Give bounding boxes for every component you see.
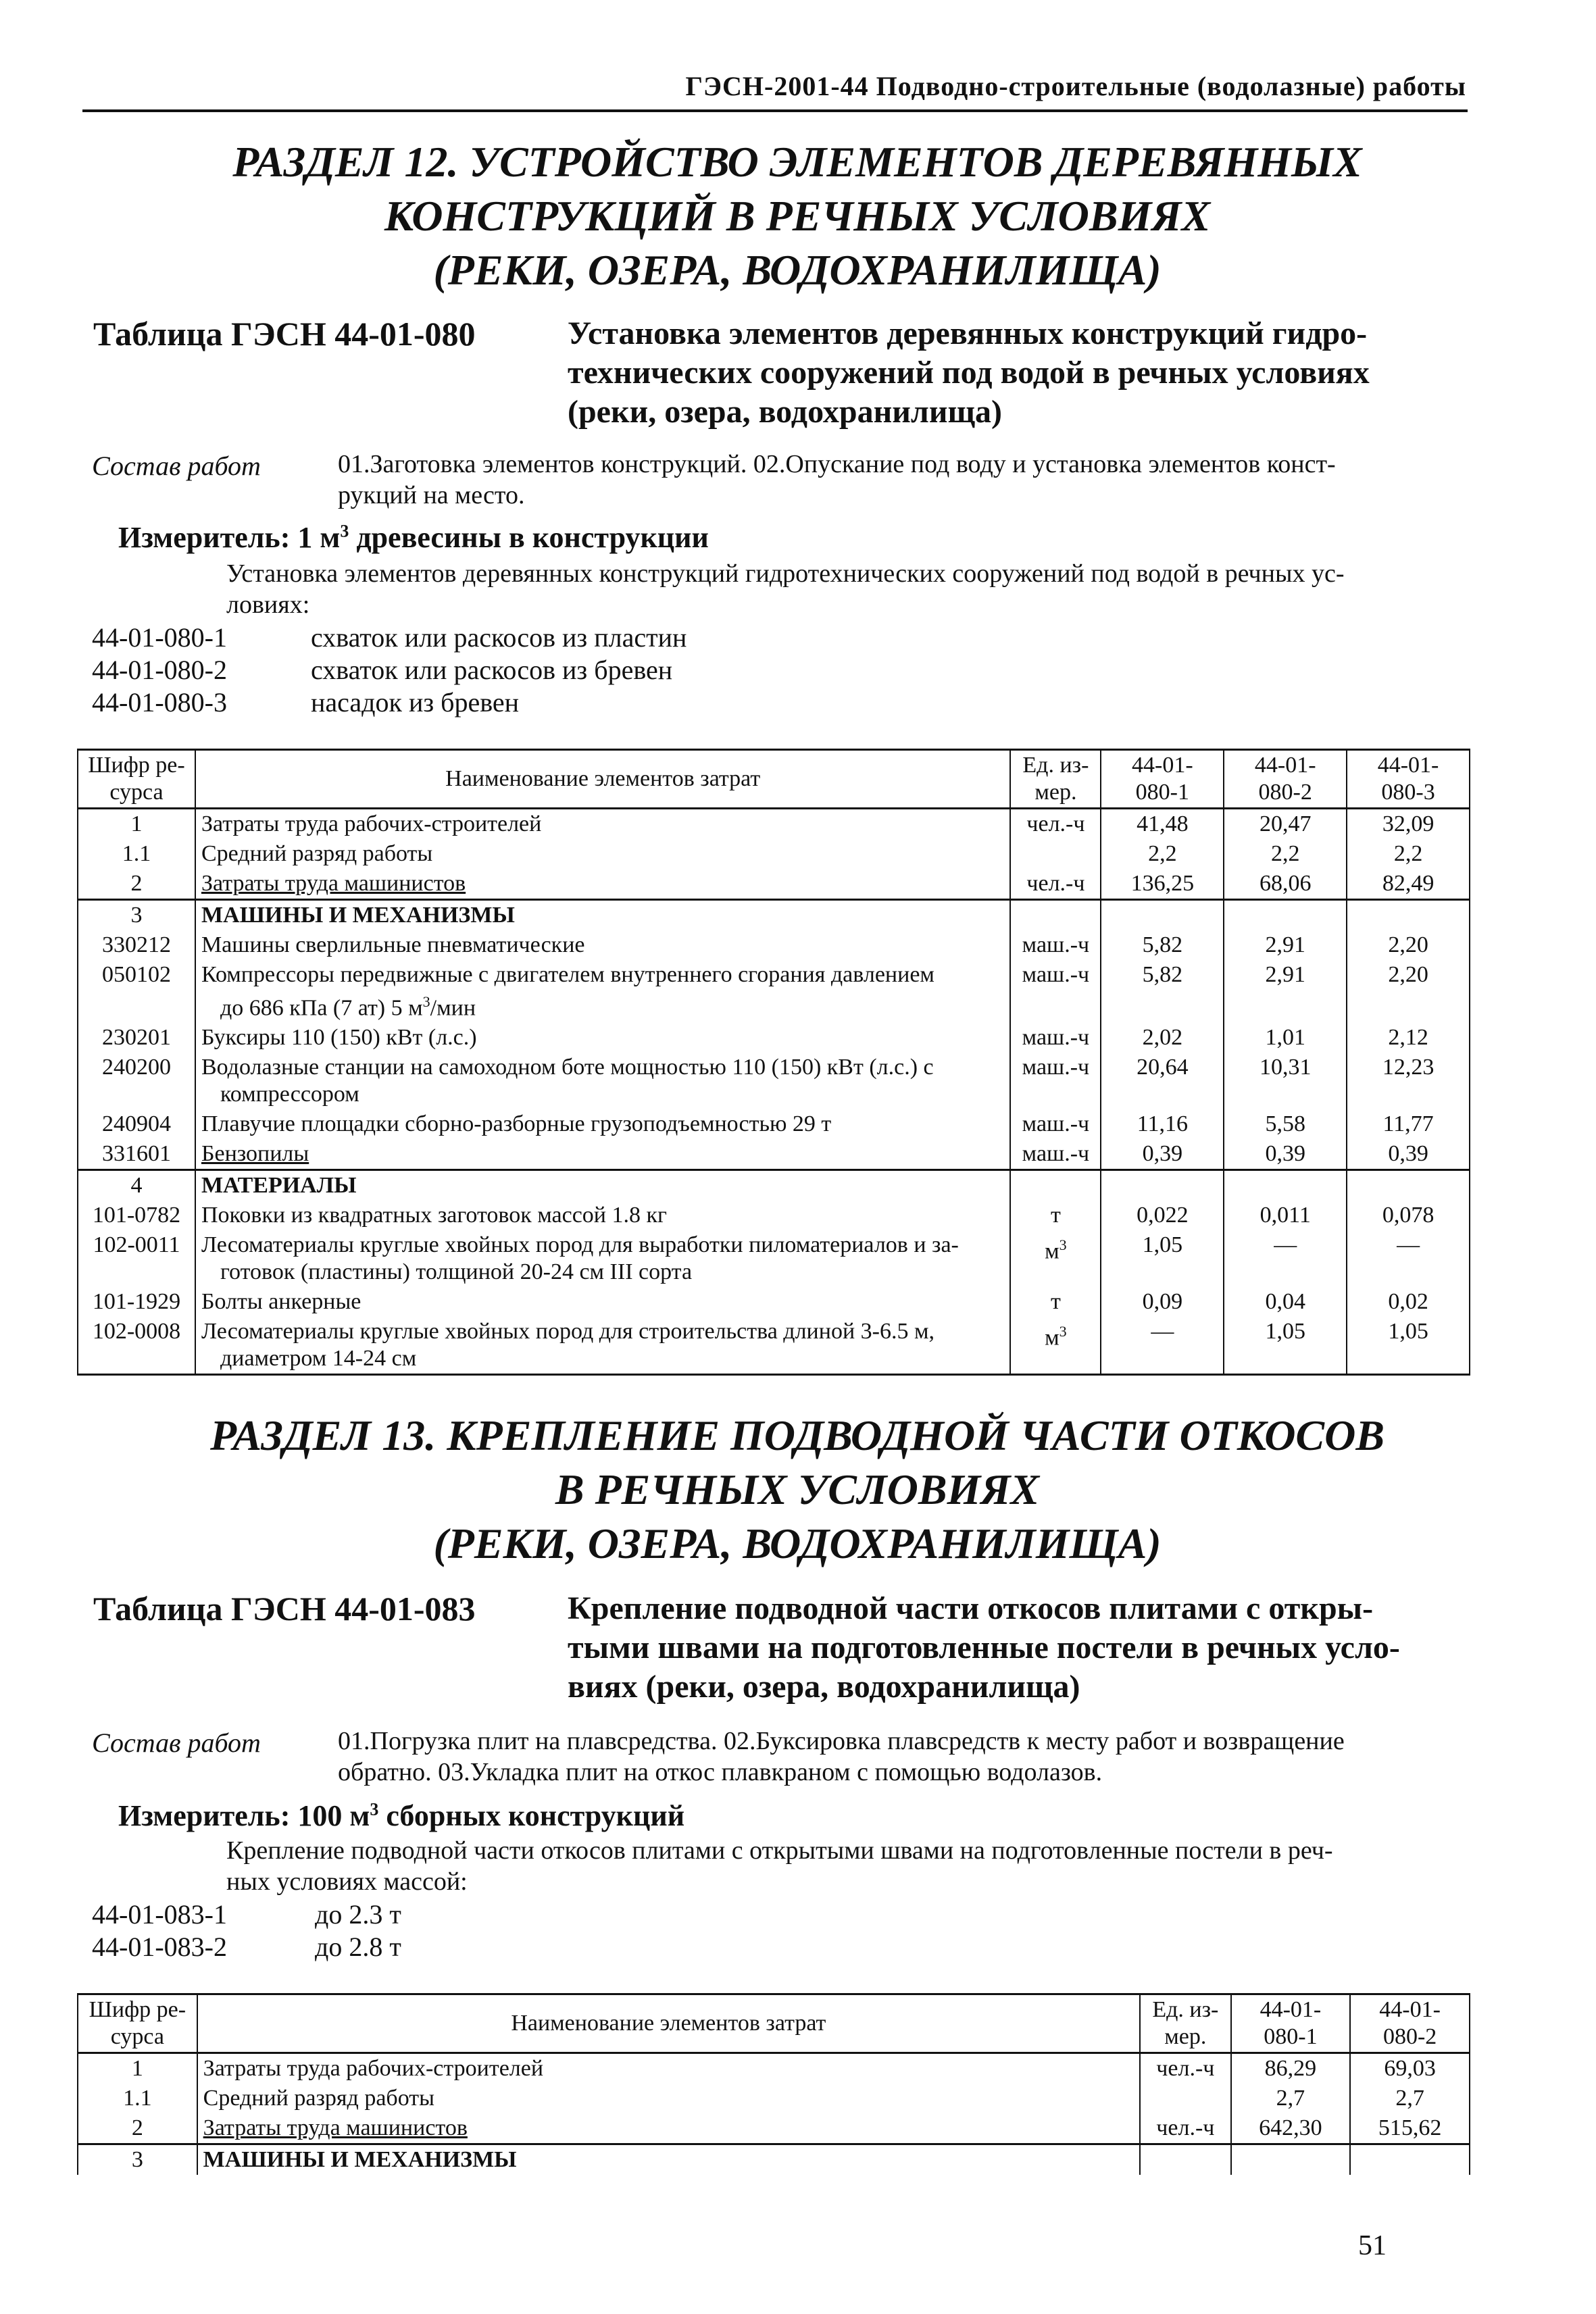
resource-code: 101-0782	[78, 1201, 195, 1230]
section-13-title-line: РАЗДЕЛ 13. КРЕПЛЕНИЕ ПОДВОДНОЙ ЧАСТИ ОТКОСОВ	[210, 1411, 1385, 1459]
header-code	[78, 750, 195, 809]
unit-of-measure: маш.-ч	[1010, 1139, 1101, 1170]
resource-code: 2	[78, 2113, 197, 2144]
cost-element-name-line: Буксиры 110 (150) кВт (л.с.)	[201, 1025, 477, 1051]
desc-line: (реки, озера, водохранилища)	[568, 394, 1002, 430]
header-name: Наименование элементов затрат	[195, 750, 1010, 809]
cost-element-name	[195, 1109, 1010, 1139]
header-col-line: 44-01-	[1379, 1997, 1441, 2022]
header-col-line: 080-2	[1258, 780, 1312, 805]
unit-of-measure: чел.-ч	[1010, 869, 1101, 900]
norm-value-3: 2,20	[1347, 960, 1470, 1023]
variant-name: до 2.8 т	[315, 1932, 401, 1962]
header-col-1	[1231, 1994, 1351, 2053]
cost-element-name	[195, 839, 1010, 869]
table-row	[78, 1109, 1470, 1139]
unit-of-measure: маш.-ч	[1010, 1023, 1101, 1053]
unit-of-measure: маш.-ч	[1010, 1053, 1101, 1109]
running-header: ГЭСН-2001-44 Подводно-строительные (водолазные) работы	[685, 71, 1466, 101]
variant-code: 44-01-080-1	[92, 622, 227, 653]
composition-line: 01.Погрузка плит на плавсредства. 02.Буксировка плавсредств к месту работ и возвращение	[338, 1727, 1345, 1755]
cost-element-name-line: Затраты труда машинистов	[203, 2115, 468, 2140]
table-083-description	[568, 1589, 1460, 1707]
desc-line: Установка элементов деревянных конструкций гидро-	[568, 316, 1368, 351]
unit-of-measure: т	[1010, 1287, 1101, 1317]
header-unit-line: Ед. из-	[1152, 1997, 1219, 2022]
cost-element-name-line: Затраты труда рабочих-строителей	[203, 2056, 544, 2081]
cost-element-name	[195, 1317, 1010, 1375]
section-12-title-line: РАЗДЕЛ 12. УСТРОЙСТВО ЭЛЕМЕНТОВ ДЕРЕВЯННЫХ	[232, 138, 1362, 186]
unit-of-measure: маш.-ч	[1010, 1109, 1101, 1139]
variant-name: схваток или раскосов из бревен	[311, 655, 673, 685]
norm-value-3: 0,078	[1347, 1201, 1470, 1230]
table-row	[78, 1201, 1470, 1230]
norm-value-1: 0,022	[1101, 1201, 1224, 1230]
norm-table-080	[77, 749, 1470, 1376]
table-row	[78, 1317, 1470, 1375]
variant-name: насадок из бревен	[311, 687, 520, 718]
cost-element-name	[195, 1023, 1010, 1053]
norm-value-3	[1347, 1170, 1470, 1201]
norm-value-1: 2,02	[1101, 1023, 1224, 1053]
header-col-1	[1101, 750, 1224, 809]
cost-element-name-line	[201, 988, 1004, 1022]
table-row	[78, 1230, 1470, 1287]
unit-prefix: м	[1045, 1325, 1059, 1351]
desc-line: виях (реки, озера, водохранилища)	[568, 1669, 1080, 1705]
meter-083	[118, 1799, 684, 1833]
variant-code: 44-01-083-2	[92, 1932, 227, 1962]
desc-line: Крепление подводной части откосов плитами с откры-	[568, 1590, 1374, 1626]
table-row	[78, 869, 1470, 900]
meter-suffix: древесины в конструкции	[349, 521, 709, 554]
norm-value-2	[1224, 1170, 1347, 1201]
norm-table-083	[77, 1993, 1470, 2175]
cost-element-name	[195, 900, 1010, 931]
cost-element-name-line: Водолазные станции на самоходном боте мощностью 110 (150) кВт (л.с.) с	[201, 1055, 934, 1080]
norm-value-2: 68,06	[1224, 869, 1347, 900]
meter-080	[118, 520, 709, 555]
norm-value-3: 0,02	[1347, 1287, 1470, 1317]
table-header-row	[78, 750, 1470, 809]
norm-value-3: 2,2	[1347, 839, 1470, 869]
section-12-title-line: КОНСТРУКЦИЙ В РЕЧНЫХ УСЛОВИЯХ	[384, 192, 1211, 240]
header-rule	[82, 109, 1468, 112]
cost-element-name	[195, 960, 1010, 1023]
table-row	[78, 930, 1470, 960]
cost-element-name-line: Затраты труда рабочих-строителей	[201, 811, 542, 836]
unit-of-measure: чел.-ч	[1010, 809, 1101, 840]
table-row	[78, 960, 1470, 1023]
unit-sup: 3	[1059, 1236, 1067, 1254]
composition-text	[338, 1726, 1460, 1788]
meter-sup: 3	[340, 521, 349, 541]
norm-value-1: 20,64	[1101, 1053, 1224, 1109]
variant-code: 44-01-080-3	[92, 687, 227, 718]
table-row	[78, 2084, 1470, 2113]
norm-value-2: 1,05	[1224, 1317, 1347, 1375]
unit-of-measure	[1140, 2144, 1231, 2175]
table-row	[78, 2053, 1470, 2084]
header-col-3	[1347, 750, 1470, 809]
table-row	[78, 1170, 1470, 1201]
variant-code: 44-01-083-1	[92, 1899, 227, 1930]
norm-value-3: 12,23	[1347, 1053, 1470, 1109]
resource-code: 050102	[78, 960, 195, 1023]
table-083-label: Таблица ГЭСН 44-01-083	[93, 1590, 476, 1628]
meter-sup: 3	[370, 1799, 379, 1819]
norm-value-1: 2,2	[1101, 839, 1224, 869]
cost-element-name	[195, 1201, 1010, 1230]
norm-value-1	[1231, 2144, 1351, 2175]
resource-code: 2	[78, 869, 195, 900]
header-col-line: 44-01-	[1254, 753, 1316, 778]
norm-value-1: —	[1101, 1317, 1224, 1375]
norm-value-1: 136,25	[1101, 869, 1224, 900]
intro-line: ловиях:	[226, 590, 310, 619]
cost-element-name-line: Машины сверлильные пневматические	[201, 932, 585, 957]
intro-080	[226, 558, 1456, 620]
table-row	[78, 2144, 1470, 2175]
resource-code: 101-1929	[78, 1287, 195, 1317]
norm-value-1: 5,82	[1101, 930, 1224, 960]
table-row	[78, 2113, 1470, 2144]
norm-value-2	[1224, 900, 1347, 931]
cost-element-name	[195, 809, 1010, 840]
header-name: Наименование элементов затрат	[197, 1994, 1140, 2053]
cost-element-name-line: Бензопилы	[201, 1141, 309, 1167]
intro-line: Установка элементов деревянных конструкций гидротехнических сооружений под водой в речных ус-	[226, 559, 1345, 588]
resource-code: 102-0011	[78, 1230, 195, 1287]
cost-element-name	[197, 2113, 1140, 2144]
resource-code: 240200	[78, 1053, 195, 1109]
name-suffix: /мин	[430, 995, 476, 1021]
cost-element-name-line: Лесоматериалы круглые хвойных пород для строительства длиной 3-6.5 м,	[201, 1319, 934, 1344]
header-code-line: сурса	[110, 2024, 164, 2049]
cost-element-name-line: Средний разряд работы	[203, 2086, 434, 2111]
cost-element-name	[197, 2084, 1140, 2113]
header-unit	[1140, 1994, 1231, 2053]
unit-of-measure	[1010, 900, 1101, 931]
cost-element-name-line: готовок (пластины) толщиной 20-24 см III сорта	[220, 1259, 693, 1285]
table-row	[78, 839, 1470, 869]
section-13-title-line: (РЕКИ, ОЗЕРА, ВОДОХРАНИЛИЩА)	[433, 1519, 1162, 1567]
table-row	[78, 1139, 1470, 1170]
meter-prefix: Измеритель: 100 м	[118, 1799, 370, 1832]
meter-suffix: сборных конструкций	[378, 1799, 685, 1832]
norm-value-2: 10,31	[1224, 1053, 1347, 1109]
meter-prefix: Измеритель: 1 м	[118, 521, 341, 554]
norm-value-2: 69,03	[1350, 2053, 1470, 2084]
norm-value-2: 2,7	[1350, 2084, 1470, 2113]
table-row	[78, 1023, 1470, 1053]
norm-value-1	[1101, 900, 1224, 931]
norm-value-3	[1347, 900, 1470, 931]
section-13-title	[135, 1409, 1460, 1571]
norm-value-2: 20,47	[1224, 809, 1347, 840]
norm-value-2: —	[1224, 1230, 1347, 1287]
norm-value-2: 2,91	[1224, 960, 1347, 1023]
unit-of-measure: чел.-ч	[1140, 2113, 1231, 2144]
header-col-line: 44-01-	[1377, 753, 1439, 778]
unit-of-measure: маш.-ч	[1010, 960, 1101, 1023]
unit-of-measure: чел.-ч	[1140, 2053, 1231, 2084]
header-col-line: 44-01-	[1260, 1997, 1322, 2022]
cost-element-name-line: Лесоматериалы круглые хвойных пород для выработки пиломатериалов и за-	[201, 1232, 959, 1258]
intro-083	[226, 1835, 1456, 1897]
composition-label: Состав работ	[92, 451, 261, 481]
norm-value-3: 11,77	[1347, 1109, 1470, 1139]
unit-of-measure	[1010, 1230, 1101, 1287]
composition-line: 01.Заготовка элементов конструкций. 02.Опускание под воду и установка элементов конст-	[338, 450, 1336, 478]
name-sup: 3	[422, 993, 430, 1010]
resource-code: 230201	[78, 1023, 195, 1053]
name-prefix: до 686 кПа (7 ат) 5 м	[220, 995, 423, 1021]
cost-element-name	[195, 1053, 1010, 1109]
resource-code: 1.1	[78, 2084, 197, 2113]
norm-value-3: 0,39	[1347, 1139, 1470, 1170]
cost-element-name-line: Болты анкерные	[201, 1289, 361, 1315]
norm-value-1: 0,39	[1101, 1139, 1224, 1170]
section-12-title	[135, 135, 1460, 297]
cost-element-name-line: Поковки из квадратных заготовок массой 1.8 кг	[201, 1203, 667, 1228]
resource-code: 4	[78, 1170, 195, 1201]
header-unit-line: мер.	[1164, 2024, 1207, 2049]
table-row	[78, 900, 1470, 931]
resource-code: 1	[78, 809, 195, 840]
header-unit-line: Ед. из-	[1022, 753, 1089, 778]
norm-value-1: 1,05	[1101, 1230, 1224, 1287]
resource-code: 240904	[78, 1109, 195, 1139]
norm-value-2: 2,91	[1224, 930, 1347, 960]
norm-value-1: 86,29	[1231, 2053, 1351, 2084]
unit-sup: 3	[1059, 1323, 1067, 1340]
variant-name: схваток или раскосов из пластин	[311, 622, 687, 653]
unit-of-measure	[1010, 1317, 1101, 1375]
cost-element-name	[195, 930, 1010, 960]
norm-value-2: 0,39	[1224, 1139, 1347, 1170]
header-code	[78, 1994, 197, 2053]
header-col-2	[1350, 1994, 1470, 2053]
intro-line: ных условиях массой:	[226, 1867, 468, 1896]
norm-value-3: 1,05	[1347, 1317, 1470, 1375]
cost-element-name	[197, 2053, 1140, 2084]
norm-value-2: 0,04	[1224, 1287, 1347, 1317]
cost-element-name-line: МАТЕРИАЛЫ	[201, 1173, 357, 1199]
resource-code: 3	[78, 2144, 197, 2175]
norm-value-3: 2,20	[1347, 930, 1470, 960]
cost-element-name	[195, 1139, 1010, 1170]
resource-code: 102-0008	[78, 1317, 195, 1375]
norm-value-1: 41,48	[1101, 809, 1224, 840]
resource-code: 3	[78, 900, 195, 931]
unit-of-measure	[1140, 2084, 1231, 2113]
unit-prefix: м	[1045, 1238, 1059, 1264]
desc-line: технических сооружений под водой в речных условиях	[568, 355, 1370, 391]
header-code-line: Шифр ре-	[89, 1997, 186, 2022]
desc-line: тыми швами на подготовленные постели в речных усло-	[568, 1630, 1400, 1665]
table-row	[78, 809, 1470, 840]
unit-of-measure: маш.-ч	[1010, 930, 1101, 960]
unit-of-measure	[1010, 839, 1101, 869]
norm-value-1: 0,09	[1101, 1287, 1224, 1317]
table-row	[78, 1053, 1470, 1109]
composition-label: Состав работ	[92, 1728, 261, 1758]
variant-code: 44-01-080-2	[92, 655, 227, 685]
cost-element-name	[195, 1287, 1010, 1317]
header-col-line: 080-3	[1381, 780, 1435, 805]
cost-element-name	[195, 1230, 1010, 1287]
norm-value-2: 5,58	[1224, 1109, 1347, 1139]
norm-value-1	[1101, 1170, 1224, 1201]
cost-element-name	[197, 2144, 1140, 2175]
composition-line: рукций на место.	[338, 481, 525, 509]
section-12-title-line: (РЕКИ, ОЗЕРА, ВОДОХРАНИЛИЩА)	[433, 246, 1162, 294]
norm-value-1: 11,16	[1101, 1109, 1224, 1139]
norm-value-1: 2,7	[1231, 2084, 1351, 2113]
table-header-row	[78, 1994, 1470, 2053]
section-13-title-line: В РЕЧНЫХ УСЛОВИЯХ	[555, 1465, 1040, 1513]
resource-code: 1	[78, 2053, 197, 2084]
cost-element-name-line: Затраты труда машинистов	[201, 871, 466, 896]
variant-name: до 2.3 т	[315, 1899, 401, 1930]
norm-value-2: 1,01	[1224, 1023, 1347, 1053]
table-row	[78, 1287, 1470, 1317]
composition-text	[338, 449, 1460, 511]
composition-line: обратно. 03.Укладка плит на откос плавкраном с помощью водолазов.	[338, 1758, 1103, 1786]
norm-value-3: 32,09	[1347, 809, 1470, 840]
header-col-line: 44-01-	[1132, 753, 1193, 778]
norm-value-2: 2,2	[1224, 839, 1347, 869]
header-unit-line: мер.	[1034, 780, 1077, 805]
cost-element-name-line: Средний разряд работы	[201, 841, 433, 866]
header-code-line: Шифр ре-	[88, 753, 185, 778]
resource-code: 331601	[78, 1139, 195, 1170]
table-080-description	[568, 314, 1460, 432]
norm-value-1: 5,82	[1101, 960, 1224, 1023]
header-col-2	[1224, 750, 1347, 809]
norm-value-3: —	[1347, 1230, 1470, 1287]
header-col-line: 080-1	[1135, 780, 1189, 805]
cost-element-name	[195, 1170, 1010, 1201]
unit-of-measure: т	[1010, 1201, 1101, 1230]
norm-value-1: 642,30	[1231, 2113, 1351, 2144]
cost-element-name-line: МАШИНЫ И МЕХАНИЗМЫ	[201, 903, 515, 928]
header-unit	[1010, 750, 1101, 809]
norm-value-2: 515,62	[1350, 2113, 1470, 2144]
norm-value-3: 2,12	[1347, 1023, 1470, 1053]
cost-element-name	[195, 869, 1010, 900]
norm-value-3: 82,49	[1347, 869, 1470, 900]
header-code-line: сурса	[109, 780, 164, 805]
cost-element-name-line: МАШИНЫ И МЕХАНИЗМЫ	[203, 2147, 517, 2172]
unit-of-measure	[1010, 1170, 1101, 1201]
cost-element-name-line: компрессором	[220, 1082, 359, 1107]
norm-value-2	[1350, 2144, 1470, 2175]
intro-line: Крепление подводной части откосов плитами с открытыми швами на подготовленные постели в реч-	[226, 1836, 1333, 1865]
cost-element-name-line: Компрессоры передвижные с двигателем внутреннего сгорания давлением	[201, 962, 934, 987]
header-col-line: 080-2	[1382, 2024, 1437, 2049]
page-number: 51	[1358, 2230, 1387, 2261]
cost-element-name-line: диаметром 14-24 см	[220, 1346, 417, 1372]
norm-value-2: 0,011	[1224, 1201, 1347, 1230]
cost-element-name-line: Плавучие площадки сборно-разборные грузоподъемностью 29 т	[201, 1111, 832, 1137]
resource-code: 330212	[78, 930, 195, 960]
header-col-line: 080-1	[1264, 2024, 1318, 2049]
resource-code: 1.1	[78, 839, 195, 869]
table-080-label: Таблица ГЭСН 44-01-080	[93, 315, 476, 353]
